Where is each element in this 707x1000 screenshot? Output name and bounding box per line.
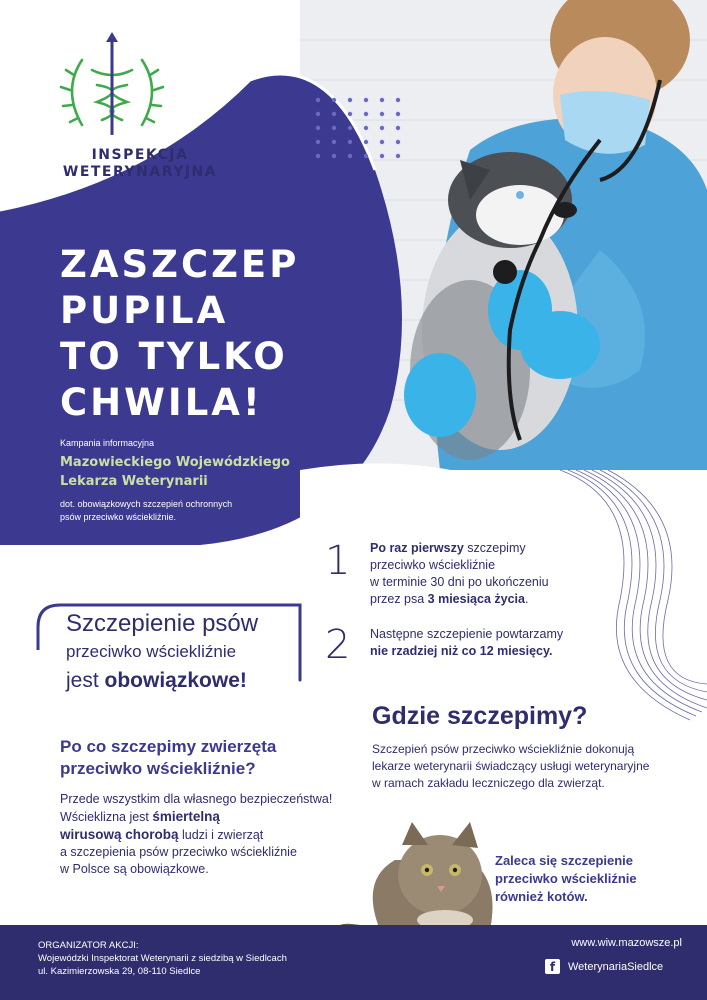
logo-line-1: INSPEKCJA (91, 147, 189, 163)
organizer-address: ul. Kazimierzowska 29, 08-110 Siedlce (38, 966, 201, 977)
facebook-link[interactable]: WeterynariaSiedlce (568, 961, 664, 973)
why-deadly: śmiertelną (152, 809, 220, 824)
facebook-icon: f (545, 959, 560, 974)
cats-line-2: przeciwko wściekliźnie (495, 871, 637, 886)
logo-line-2: WETERYNARYJNA (62, 164, 218, 180)
headline-line-3: TO TYLKO (60, 335, 288, 378)
obligatory-is: jest (66, 669, 105, 692)
obligatory-line-3 (66, 669, 247, 693)
where-text (372, 741, 692, 792)
why-line-2: Wścieklizna jest (60, 810, 153, 824)
why-answer (60, 791, 360, 878)
where-line-2: lekarze weterynarii świadczący usługi weterynaryjne (372, 759, 650, 773)
where-line-1: Szczepień psów przeciwko wściekliźnie dokonują (372, 742, 635, 756)
obligatory-line-2: przeciwko wściekliźnie (66, 642, 237, 661)
cat-photo (338, 822, 493, 935)
where-title: Gdzie szczepimy? (372, 702, 588, 730)
step-1-line-1: szczepimy (463, 541, 526, 555)
headline-line-1: ZASZCZEP (60, 243, 300, 286)
why-question-line-2: przeciwko wściekliźnie? (60, 759, 256, 778)
headline-line-2: PUPILA (60, 289, 229, 332)
logo-text (30, 147, 250, 181)
campaign-org-line-2: Lekarza Weterynarii (60, 474, 208, 489)
headline-line-4: CHWILA! (60, 381, 263, 424)
campaign-desc-line-2: psów przeciwko wściekliźnie. (60, 512, 177, 522)
step-1-text (370, 540, 549, 608)
headline (60, 242, 299, 426)
campaign-desc-line-1: dot. obowiązkowych szczepień ochronnych (60, 499, 233, 509)
step-2-interval: nie rzadziej niż co 12 miesięcy. (370, 644, 553, 658)
obligatory-word: obowiązkowe! (104, 669, 247, 692)
step-1-line-2: przeciwko wściekliźnie (370, 558, 496, 572)
campaign-organization (60, 453, 290, 491)
where-line-3: w ramach zakładu leczniczego dla zwierząt. (372, 776, 605, 790)
why-line-4: a szczepienia psów przeciwko wściekliźnie (60, 845, 297, 859)
cats-line-3: również kotów. (495, 889, 588, 904)
step-2-text (370, 626, 563, 660)
website-link[interactable]: www.wiw.mazowsze.pl (571, 937, 682, 949)
step-2-line-1: Następne szczepienie powtarzamy (370, 627, 564, 641)
step-1-age: 3 miesiąca życia (427, 592, 525, 606)
obligatory-line-1: Szczepienie psów (66, 610, 259, 637)
organizer-name: Wojewódzki Inspektorat Weterynarii z siedzibą w Siedlcach (38, 953, 287, 964)
step-1-bold: Po raz pierwszy (370, 541, 464, 555)
why-viral-disease: wirusową chorobą (60, 827, 179, 842)
step-1-number: 1 (325, 538, 351, 584)
cats-line-1: Zaleca się szczepienie (495, 853, 634, 868)
organizer-label: ORGANIZATOR AKCJI: (38, 940, 139, 951)
campaign-description (60, 498, 232, 524)
why-question-line-1: Po co szczepimy zwierzęta (60, 737, 277, 756)
veterinary-inspection-logo (52, 30, 172, 142)
step-2-number: 2 (325, 622, 351, 668)
cats-recommendation (495, 852, 637, 906)
why-line-5: w Polsce są obowiązkowe. (60, 862, 209, 876)
step-1-line-3: w terminie 30 dni po ukończeniu (370, 575, 549, 589)
step-1-line-4: przez psa (370, 592, 428, 606)
why-line-1: Przede wszystkim dla własnego bezpieczeństwa! (60, 792, 333, 806)
why-line-3: ludzi i zwierząt (178, 828, 264, 842)
step-1-period: . (524, 592, 529, 606)
why-question (60, 736, 276, 780)
campaign-org-line-1: Mazowieckiego Wojewódzkiego (60, 455, 290, 470)
campaign-label: Kampania informacyjna (60, 438, 155, 448)
